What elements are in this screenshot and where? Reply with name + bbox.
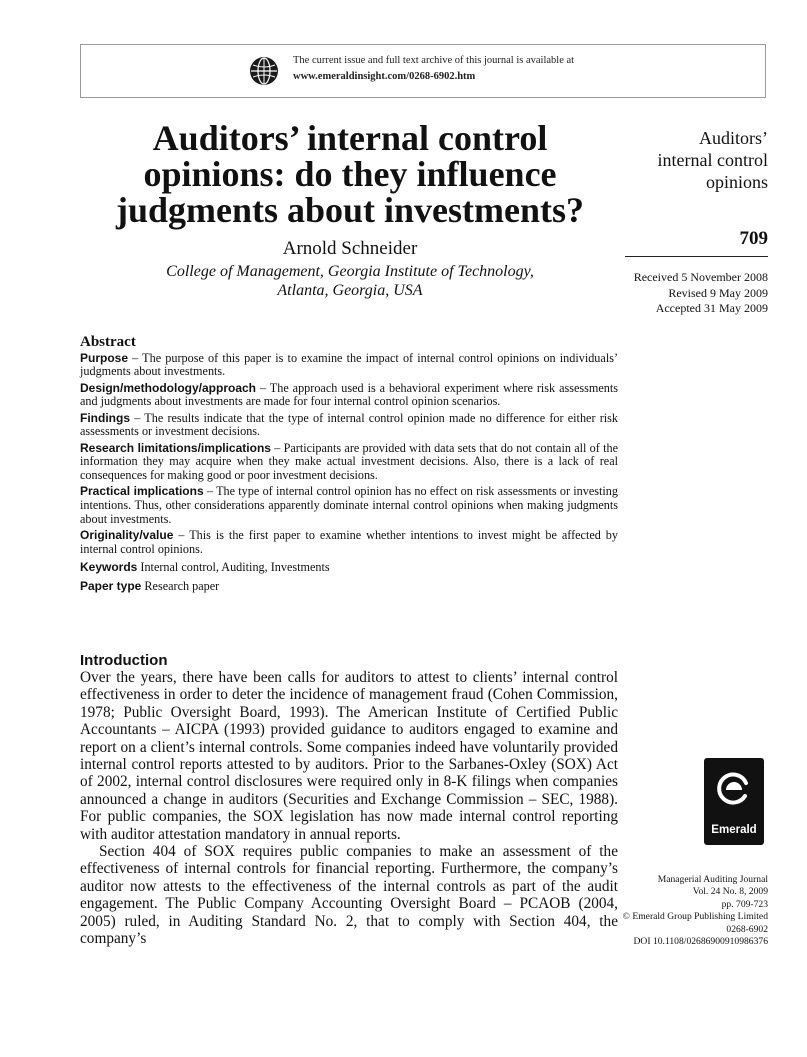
practical-text: – The type of internal control opinion has no effect on risk assessments or investing intentions. Thus, other considerations apparently dominate internal control opinions when making judgments about investments. [80, 484, 618, 526]
paper-type-text: Research paper [141, 579, 220, 594]
originality-text: – This is the first paper to examine whether intentions to invest might be affected by internal control opinions. [80, 528, 618, 556]
findings-label: Findings [80, 410, 130, 425]
journal-info [623, 874, 768, 948]
journal-archive-banner [80, 44, 766, 98]
originality-label: Originality/value [80, 528, 174, 543]
emerald-logo-mark-icon [712, 766, 756, 816]
journal-issn: 0268-6902 [726, 923, 768, 935]
body-paragraph: Section 404 of SOX requires public companies to make an assessment of the effectiveness of internal controls for financial reporting. Furthermore, the company’s auditor now attests to the effectiveness of the internal controls as part of the audit engagement. The Public Company Accounting Oversight Board – PCAOB (2004, 2005) ruled, in Auditing Standard No. 2, that to comply with Section 404, the company’s [80, 843, 618, 948]
abstract-keywords [80, 561, 618, 575]
limitations-label: Research limitations/implications [80, 440, 271, 455]
submission-dates [634, 270, 768, 317]
findings-text: – The results indicate that the type of internal control opinion made no difference for either risk assessments or investment decisions. [80, 410, 618, 439]
affiliation-line: Atlanta, Georgia, USA [277, 282, 423, 299]
abstract-limitations [80, 442, 618, 483]
body-paragraph: Over the years, there have been calls for auditors to attest to clients’ internal control effectiveness in order to deter the incidence of management fraud (Cohen Commission, 1978; Public Oversight Board, 1993). The American Institute of Certified Public Accountants – AICPA (1993) provided guidance to auditors engaged to examine and report on a client’s internal controls. Some companies indeed have voluntarily provided internal control reports attested to by auditors. Prior to the Sarbanes-Oxley (SOX) Act of 2002, internal control disclosures were required only in 8-K filings when companies announced a change in auditors (Securities and Exchange Commission – SEC, 1988). For public companies, the SOX legislation has now made internal control reporting with auditor attestation mandatory in annual reports. [80, 669, 618, 843]
running-head-line: internal control [657, 150, 768, 170]
journal-name: Managerial Auditing Journal [657, 874, 768, 885]
introduction-body [80, 669, 618, 948]
journal-url-link[interactable]: www.emeraldinsight.com/0268-6902.htm [293, 71, 476, 82]
title-line: opinions: do they influence [143, 154, 557, 194]
purpose-text: – The purpose of this paper is to examine the impact of internal control opinions on individuals’ judgments about investments. [80, 350, 618, 379]
globe-icon [249, 56, 279, 86]
purpose-label: Purpose [80, 350, 129, 365]
title-line: Auditors’ internal control [152, 118, 548, 158]
abstract-originality [80, 529, 618, 556]
title-line: judgments about investments? [115, 190, 585, 230]
abstract-section [80, 336, 618, 597]
page-number: 709 [739, 228, 768, 249]
abstract-practical [80, 485, 618, 526]
running-head-line: Auditors’ [699, 128, 768, 148]
practical-label: Practical implications [80, 484, 204, 499]
keywords-text: Internal control, Auditing, Investments [137, 559, 330, 574]
emerald-logo-text: Emerald [711, 824, 757, 836]
running-head [658, 127, 768, 193]
abstract-paper-type [80, 580, 618, 594]
journal-doi[interactable]: DOI 10.1108/02686900910986376 [633, 936, 768, 948]
emerald-logo [704, 758, 764, 845]
banner-text: The current issue and full text archive of this journal is available at [293, 55, 575, 66]
abstract-findings [80, 412, 618, 439]
abstract-design [80, 382, 618, 409]
accepted-date: Accepted 31 May 2009 [655, 301, 768, 315]
revised-date: Revised 9 May 2009 [668, 285, 768, 300]
keywords-label: Keywords [80, 559, 138, 574]
journal-pages: pp. 709-723 [721, 898, 768, 910]
paper-title [80, 120, 620, 228]
introduction-heading: Introduction [80, 652, 168, 669]
affiliation-line: College of Management, Georgia Institute of Technology, [166, 263, 534, 280]
journal-copyright: © Emerald Group Publishing Limited [622, 911, 768, 923]
journal-volume: Vol. 24 No. 8, 2009 [692, 886, 768, 898]
design-text: – The approach used is a behavioral experiment where risk assessments and judgments about investments are made for four internal control opinion scenarios. [80, 380, 618, 409]
abstract-heading: Abstract [80, 334, 136, 350]
received-date: Received 5 November 2008 [633, 270, 768, 284]
paper-type-label: Paper type [80, 579, 142, 594]
design-label: Design/methodology/approach [80, 380, 257, 395]
divider [625, 256, 768, 257]
limitations-text: – Participants are provided with data sets that do not contain all of the information they may acquire when they make actual investment decisions. Also, there is a lack of real consequences for making good or poor investment decisions. [80, 440, 618, 483]
running-head-line: opinions [705, 172, 768, 192]
author-name: Arnold Schneider [282, 238, 418, 259]
author-affiliation [80, 262, 620, 300]
abstract-purpose [80, 352, 618, 379]
